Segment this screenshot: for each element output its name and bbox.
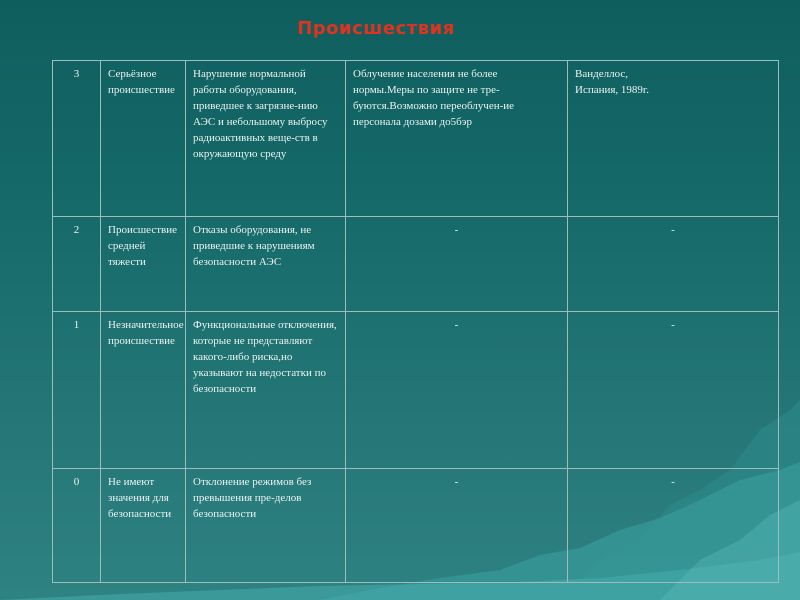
- level-cell: 2: [53, 217, 101, 312]
- description-cell: Отказы оборудования, не приведшие к нарушениям безопасности АЭС: [186, 217, 346, 312]
- table-row: [53, 469, 779, 583]
- incident-classification-table: [52, 60, 779, 583]
- description-cell: Нарушение нормальной работы оборудования, приведшее к загрязне-нию АЭС и небольшому выбросу радиоактивных веще-ств в окружающую среду: [186, 61, 346, 217]
- level-cell: 3: [53, 61, 101, 217]
- consequences-cell: -: [346, 312, 568, 469]
- consequences-cell: -: [346, 469, 568, 583]
- slide-title: Происшествия: [297, 18, 455, 39]
- table-row: [53, 217, 779, 312]
- table-row: [53, 61, 779, 217]
- example-cell: -: [568, 217, 779, 312]
- example-cell: -: [568, 469, 779, 583]
- example-cell: Ванделлос, Испания, 1989г.: [568, 61, 779, 217]
- example-cell: -: [568, 312, 779, 469]
- category-cell: Незначительное происшествие: [101, 312, 186, 469]
- consequences-cell: -: [346, 217, 568, 312]
- level-cell: 0: [53, 469, 101, 583]
- description-cell: Функциональные отключения, которые не представляют какого-либо риска,но указывают на недостатки по безопасности: [186, 312, 346, 469]
- level-cell: 1: [53, 312, 101, 469]
- description-cell: Отклонение режимов без превышения пре-делов безопасности: [186, 469, 346, 583]
- category-cell: Происшествие средней тяжести: [101, 217, 186, 312]
- category-cell: Серьёзное происшествие: [101, 61, 186, 217]
- consequences-cell: Облучение населения не более нормы.Меры по защите не тре-буются.Возможно переоблучен-ие персонала дозами до5бэр: [346, 61, 568, 217]
- table-row: [53, 312, 779, 469]
- category-cell: Не имеют значения для безопасности: [101, 469, 186, 583]
